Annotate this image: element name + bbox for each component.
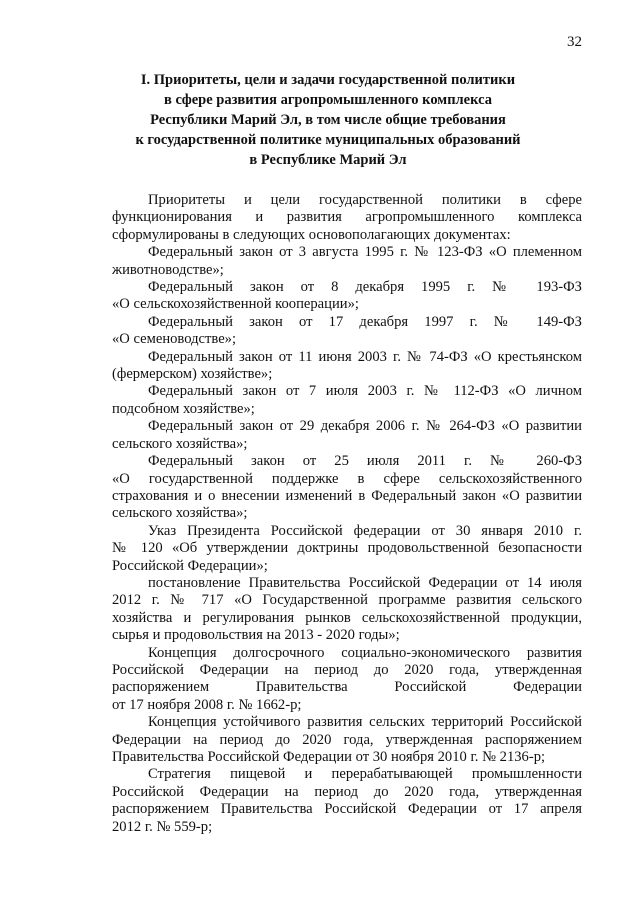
text-line: хозяйства и регулирования рынков сельскохозяйственной продукции,: [112, 609, 582, 626]
text-line: «О государственной поддержке в сфере сельскохозяйственного: [112, 470, 582, 487]
paragraph: [112, 714, 582, 766]
text-line: функционирования и развития агропромышленного комплекса: [112, 209, 582, 226]
text-line: от 17 ноября 2008 г. № 1662-р;: [112, 696, 302, 713]
text-line: распоряжением Правительства Российской Федерации от 17 апреля: [112, 801, 582, 818]
paragraph: [112, 279, 582, 314]
paragraph: [112, 349, 582, 384]
paragraph: [112, 418, 582, 453]
page-number: 32: [567, 34, 582, 50]
heading-line: в Республике Марий Эл: [249, 152, 407, 168]
text-line: 2012 г. № 717 «О Государственной программе развития сельского: [112, 592, 582, 609]
text-line: постановление Правительства Российской Федерации от 14 июля: [148, 574, 582, 591]
text-line: Стратегия пищевой и перерабатывающей промышленности: [148, 766, 582, 783]
text-line: Федеральный закон от 3 августа 1995 г. № 123-ФЗ «О племенном: [148, 244, 582, 261]
paragraph: [112, 645, 582, 715]
body-text: [112, 192, 582, 836]
paragraph: [112, 453, 582, 523]
text-line: животноводстве»;: [112, 261, 224, 278]
text-line: распоряжением Правительства Российской Федерации: [112, 679, 582, 696]
text-line: сельского хозяйства»;: [112, 505, 248, 522]
text-line: сельского хозяйства»;: [112, 435, 248, 452]
text-line: подсобном хозяйстве»;: [112, 400, 255, 417]
text-line: «О семеноводстве»;: [112, 331, 237, 348]
text-line: Федеральный закон от 25 июля 2011 г. № 260-ФЗ: [148, 453, 582, 470]
text-line: 2012 г. № 559-р;: [112, 818, 213, 835]
text-line: Федеральный закон от 17 декабря 1997 г. № 149-ФЗ: [148, 313, 582, 330]
heading-line: I. Приоритеты, цели и задачи государственной политики: [140, 72, 516, 88]
text-line: «О сельскохозяйственной кооперации»;: [112, 296, 359, 313]
paragraph: [112, 244, 582, 279]
text-line: страхования и о внесении изменений в Федеральный закон «О развитии: [112, 487, 582, 504]
text-line: Федеральный закон от 29 декабря 2006 г. № 264-ФЗ «О развитии: [148, 418, 582, 435]
text-line: Федерации на период до 2020 года, утвержденная распоряжением: [112, 731, 582, 748]
text-line: Федеральный закон от 8 декабря 1995 г. № 193-ФЗ: [148, 279, 582, 296]
text-line: Российской Федерации на период до 2020 года, утвержденная: [112, 783, 582, 800]
text-line: Федеральный закон от 7 июля 2003 г. № 112-ФЗ «О личном: [148, 383, 582, 400]
text-line: Российской Федерации»;: [112, 557, 268, 574]
text-line: № 120 «Об утверждении доктрины продовольственной безопасности: [112, 540, 582, 557]
paragraph: [112, 766, 582, 836]
paragraph: [112, 383, 582, 418]
text-line: сырья и продовольствия на 2013 - 2020 годы»;: [112, 627, 400, 644]
text-line: сформулированы в следующих основополагающих документах:: [112, 226, 511, 243]
text-line: Правительства Российской Федерации от 30 ноября 2010 г. № 2136-р;: [112, 749, 546, 765]
paragraph: [112, 575, 582, 645]
text-line: (фермерском) хозяйстве»;: [112, 366, 273, 383]
text-line: Концепция устойчивого развития сельских территорий Российской: [148, 714, 582, 731]
text-line: Приоритеты и цели государственной политики в сфере: [148, 192, 582, 208]
text-line: Российской Федерации на период до 2020 года, утвержденная: [112, 661, 582, 678]
section-heading: [112, 70, 544, 170]
text-line: Указ Президента Российской федерации от 30 января 2010 г.: [148, 522, 582, 539]
paragraph: [112, 192, 582, 244]
heading-line: в сфере развития агропромышленного комплекса: [164, 92, 492, 108]
paragraph: [112, 523, 582, 575]
heading-line: к государственной политике муниципальных образований: [135, 132, 521, 148]
text-line: Концепция долгосрочного социально-экономического развития: [148, 644, 582, 661]
text-line: Федеральный закон от 11 июня 2003 г. № 74-ФЗ «О крестьянском: [148, 348, 582, 365]
paragraph: [112, 314, 582, 349]
heading-line: Республики Марий Эл, в том числе общие требования: [150, 112, 506, 128]
